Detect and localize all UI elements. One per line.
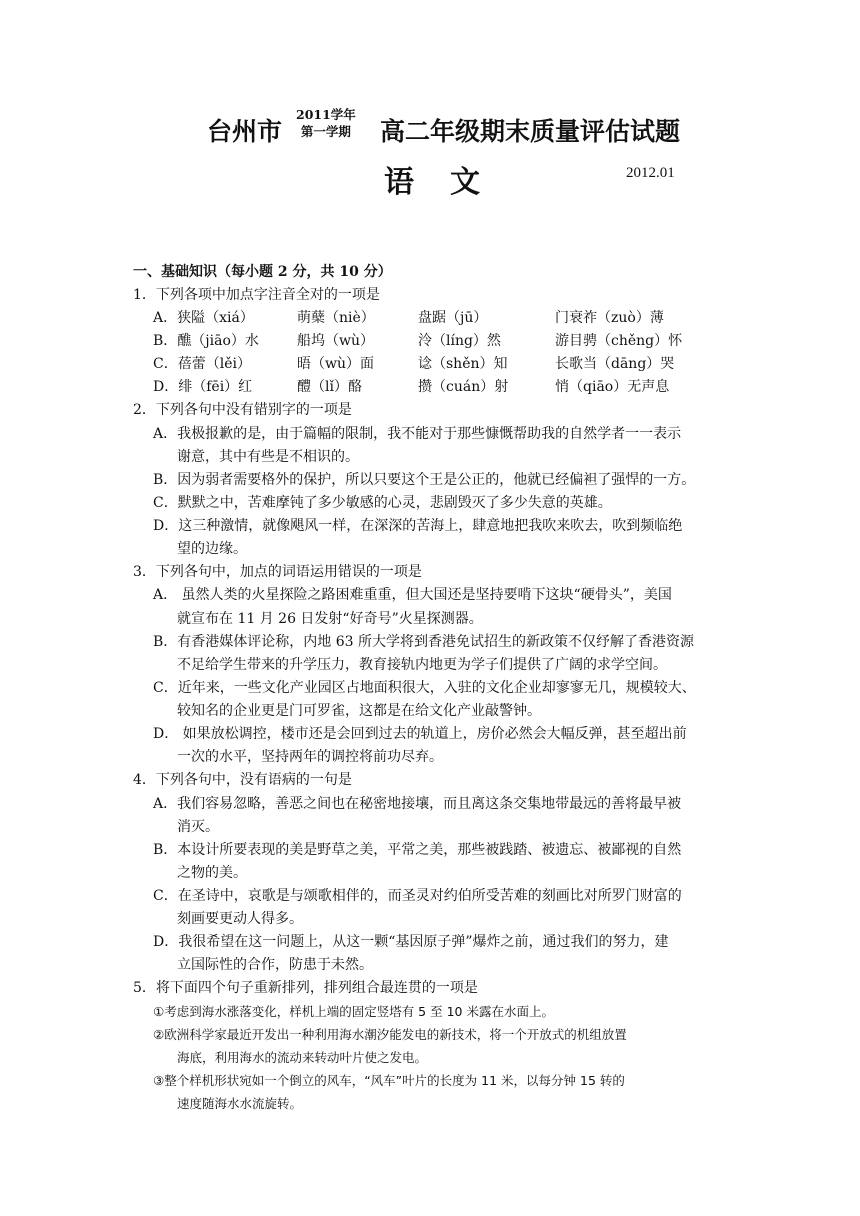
q2-stem: 2．下列各句中没有错别字的一项是 <box>133 402 352 418</box>
section-heading: 一、基础知识（每小题 2 分，共 10 分） <box>133 264 392 280</box>
q4-option-a: A．我们容易忽略，善恶之间也在秘密地接壤，而且离这条交集地带最远的善将最早被 <box>153 796 682 812</box>
q1-row-d-col1: D．绯（fēi）红 <box>153 379 253 395</box>
q2-option-d-cont: 望的边缘。 <box>177 541 247 557</box>
q1-stem: 1．下列各项中加点字注音全对的一项是 <box>133 287 380 303</box>
q1-row-a-col4: 门衰祚（zuò）薄 <box>555 310 664 326</box>
q5-sentence-3: ③整个样机形状宛如一个倒立的风车，“风车”叶片的长度为 11 米，以每分钟 15 转的 <box>153 1073 625 1088</box>
q1-row-d-col3: 攒（cuán）射 <box>418 379 509 395</box>
q3-option-c: C．近年来，一些文化产业园区占地面积很大，入驻的文化企业却寥寥无几，规模较大、 <box>153 680 696 696</box>
q1-row-c-col4: 长歌当（dāng）哭 <box>555 356 675 372</box>
q1-row-a-col1: A．狭隘（xiá） <box>153 310 254 326</box>
q1-row-c-col1: C．蓓蕾（lěi） <box>153 356 251 372</box>
q2-option-a-cont: 谢意，其中有些是不相识的。 <box>177 449 359 465</box>
q5-sentence-3-cont: 速度随海水水流旋转。 <box>177 1096 303 1111</box>
q4-option-b-cont: 之物的美。 <box>177 865 247 881</box>
q2-option-b: B．因为弱者需要格外的保护，所以只要这个王是公正的，他就已经偏袒了强悍的一方。 <box>153 472 696 488</box>
q3-option-a: A． 虽然人类的火星探险之路困难重重，但大国还是坚持要啃下这块“硬骨头”，美国 <box>153 587 672 603</box>
q4-option-c-cont: 刻画要更动人得多。 <box>177 911 303 927</box>
header-title: 高二年级期末质量评估试题 <box>380 117 681 146</box>
q1-row-b-col2: 船坞（wù） <box>297 333 374 349</box>
q3-option-a-cont: 就宣布在 11 月 26 日发射“好奇号”火星探测器。 <box>177 611 483 627</box>
q1-row-b-col3: 泠（líng）然 <box>418 333 501 349</box>
q5-stem: 5．将下面四个句子重新排列，排列组合最连贯的一项是 <box>133 980 478 996</box>
q4-stem: 4．下列各句中，没有语病的一句是 <box>133 772 352 788</box>
q1-row-b-col1: B．醮（jiāo）水 <box>153 333 259 349</box>
header-date: 2012.01 <box>626 165 675 181</box>
q4-option-d: D．我很希望在这一问题上，从这一颗“基因原子弹”爆炸之前，通过我们的努力，建 <box>153 934 669 950</box>
q1-row-b-col4: 游目骋（chěng）怀 <box>555 333 683 349</box>
q4-option-a-cont: 消灭。 <box>177 819 219 835</box>
q3-option-c-cont: 较知名的企业更是门可罗雀，这都是在给文化产业敲警钟。 <box>177 703 541 719</box>
header-subject: 语文 <box>384 165 516 200</box>
q5-sentence-2: ②欧洲科学家最近开发出一种利用海水潮汐能发电的新技术，将一个开放式的机组放置 <box>153 1027 627 1042</box>
q4-option-c: C．在圣诗中，哀歌是与颂歌相伴的，而圣灵对约伯所受苦难的刻画比对所罗门财富的 <box>153 888 682 904</box>
q2-option-c: C．默默之中，苦难摩钝了多少敏感的心灵，悲剧毁灭了多少失意的英雄。 <box>153 495 612 511</box>
q3-option-d: D． 如果放松调控，楼市还是会回到过去的轨道上，房价必然会大幅反弹，甚至超出前 <box>153 726 687 742</box>
q2-option-a: A．我极报歉的是，由于篇幅的限制，我不能对于那些慷慨帮助我的自然学者一一表示 <box>153 426 682 442</box>
q1-row-c-col3: 谂（shěn）知 <box>418 356 508 372</box>
q5-sentence-2-cont: 海底，利用海水的流动来转动叶片使之发电。 <box>177 1050 428 1065</box>
header-year-line2: 第一学期 <box>300 124 351 139</box>
q3-option-b-cont: 不足给学生带来的升学压力，教育接轨内地更为学子们提供了广阔的求学空间。 <box>177 657 667 673</box>
q1-row-a-col3: 盘踞（jū） <box>418 310 488 326</box>
q1-row-c-col2: 晤（wù）面 <box>297 356 374 372</box>
q4-option-d-cont: 立国际性的合作，防患于未然。 <box>177 957 373 973</box>
q1-row-d-col2: 醴（lǐ）酪 <box>297 379 362 395</box>
header-city: 台州市 <box>207 117 283 146</box>
q3-stem: 3．下列各句中，加点的词语运用错误的一项是 <box>133 564 422 580</box>
q4-option-b: B．本设计所要表现的美是野草之美，平常之美，那些被践踏、被遗忘、被鄙视的自然 <box>153 842 682 858</box>
q5-sentence-1: ①考虑到海水涨落变化，样机上端的固定竖塔有 5 至 10 米露在水面上。 <box>153 1004 554 1019</box>
q1-row-a-col2: 萌蘖（niè） <box>297 310 375 326</box>
q2-option-d: D．这三种激情，就像飓风一样，在深深的苦海上，肆意地把我吹来吹去，吹到频临绝 <box>153 518 683 534</box>
header-year-line1: 2011学年 <box>296 107 356 122</box>
q1-row-d-col4: 悄（qiāo）无声息 <box>555 379 670 395</box>
q3-option-b: B．有香港媒体评论称，内地 63 所大学将到香港免试招生的新政策不仅纾解了香港资源 <box>153 634 695 650</box>
header-school-year <box>296 106 356 140</box>
q3-option-d-cont: 一次的水平，坚持两年的调控将前功尽弃。 <box>177 749 443 765</box>
